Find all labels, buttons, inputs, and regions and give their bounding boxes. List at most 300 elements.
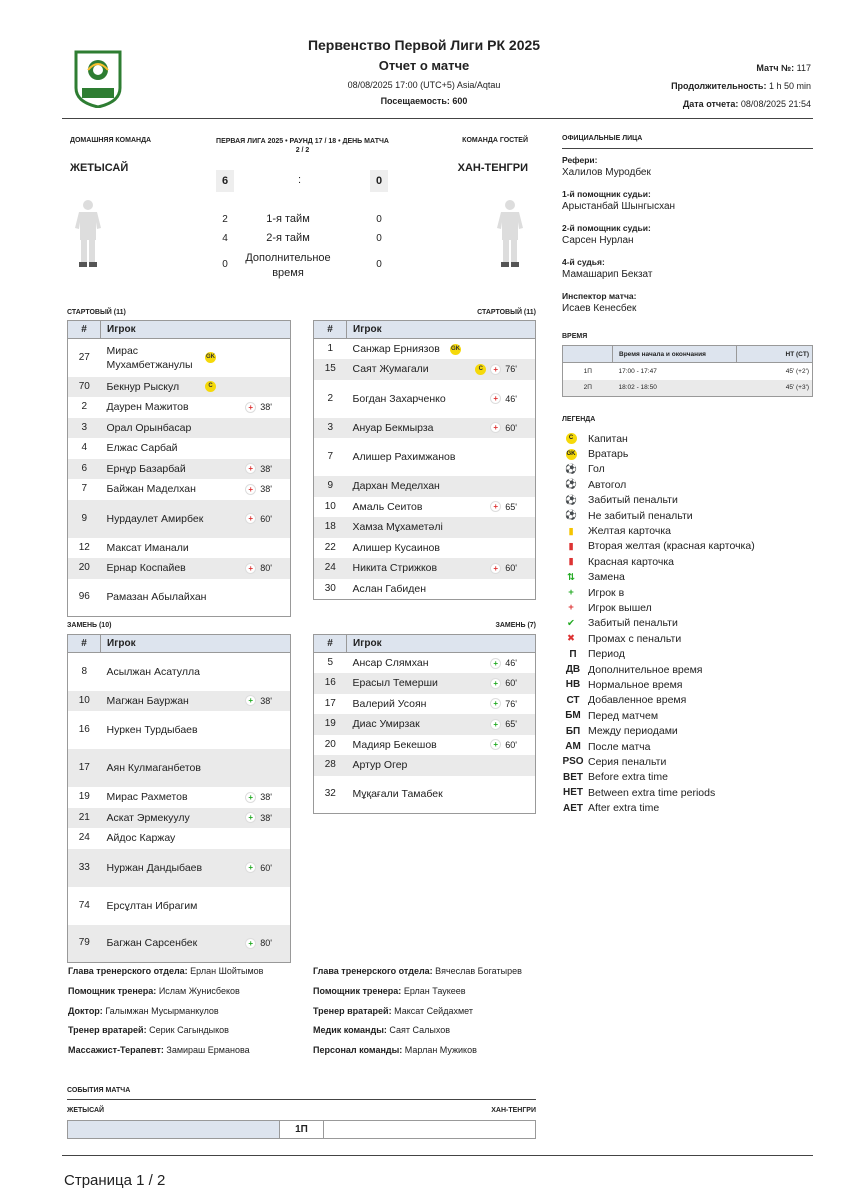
player-number: 7 (327, 451, 334, 462)
home-team-label: ДОМАШНЯЯ КОМАНДА (70, 137, 152, 144)
official-name: Сарсен Нурлан (562, 235, 634, 246)
match-duration: Продолжительность: 1 h 50 min (671, 81, 811, 91)
legend-item (562, 616, 813, 631)
away-subs-label: ЗАМЕНЬ (7) (495, 622, 536, 629)
player-cell (347, 755, 536, 776)
event-minute: 60' (260, 862, 272, 873)
player-number: 6 (68, 459, 101, 480)
events-home-team: ЖЕТЫСАЙ (67, 1107, 105, 1114)
col-player: Игрок (101, 321, 291, 339)
player-events (490, 717, 517, 731)
events-timeline (67, 1120, 536, 1139)
table-header (314, 635, 536, 653)
player-in-icon: + (245, 792, 256, 803)
col-number: # (68, 635, 101, 653)
player-events (245, 790, 272, 804)
period-away-score: 0 (376, 233, 382, 244)
player-number: 3 (314, 418, 347, 439)
legend-item (562, 739, 813, 754)
col-player: Игрок (347, 321, 536, 339)
official-entry (562, 257, 675, 280)
legend-icon: ▮ (568, 556, 574, 568)
event-minute: 60' (505, 422, 517, 433)
table-row (68, 418, 291, 439)
legend-text: Добавленное время (588, 694, 687, 707)
staff-role: Доктор: (68, 1005, 103, 1016)
home-starting-table (67, 320, 291, 617)
player-number: 32 (324, 788, 336, 800)
table-row (68, 579, 291, 617)
legend-text: Забитый пенальти (588, 617, 678, 630)
legend-item (562, 431, 813, 446)
player-events (245, 861, 272, 875)
legend-text: Серия пенальти (588, 755, 667, 768)
home-team-name: ЖЕТЫСАЙ (70, 162, 129, 174)
player-cell (347, 476, 536, 497)
legend-abbr: БМ (565, 710, 581, 722)
staff-role: Тренер вратарей: (68, 1025, 147, 1036)
table-row (68, 538, 291, 559)
legend-icon: ⚽ (565, 479, 577, 491)
col-player: Игрок (347, 635, 536, 653)
player-number: 17 (68, 749, 101, 787)
staff-entry (68, 966, 263, 986)
table-row (314, 735, 536, 756)
legend-item (562, 523, 813, 538)
events-period: 1П (280, 1121, 324, 1138)
home-starting-label: СТАРТОВЫЙ (11) (67, 309, 126, 316)
captain-icon: C (205, 381, 216, 392)
player-name: Елжас Сарбай (106, 442, 178, 455)
legend-abbr: PSO (562, 756, 584, 768)
player-cell (347, 438, 536, 476)
staff-role: Персонал команды: (313, 1045, 403, 1056)
legend-item (562, 539, 813, 554)
player-name: Дархан Меделхан (352, 480, 440, 493)
player-number: 16 (78, 724, 90, 735)
legend-icon: ⇅ (567, 571, 575, 583)
player-cell (347, 418, 536, 439)
player-name: Ерсұлтан Ибрагим (106, 899, 198, 912)
player-number: 19 (314, 714, 347, 735)
player-number: 18 (314, 517, 347, 538)
player-name: Богдан Захарченко (352, 392, 446, 405)
legend-icon: C (562, 433, 580, 444)
legend-text: Замена (588, 571, 625, 584)
staff-name: Галымжан Мусырманкулов (102, 1005, 219, 1016)
match-number: Матч №: 117 (756, 63, 811, 73)
player-events (245, 512, 272, 526)
table-row (314, 673, 536, 694)
legend-abbr: СТ (566, 694, 580, 706)
legend-icon: ⚽ (565, 494, 577, 506)
player-events (490, 738, 517, 752)
legend-item (562, 446, 813, 461)
legend-item (562, 723, 813, 738)
player-events (490, 392, 517, 406)
official-entry (562, 155, 675, 178)
player-number: 24 (78, 832, 90, 844)
table-row (314, 558, 536, 579)
player-events (245, 811, 272, 825)
staff-role: Помощник тренера: (68, 985, 157, 996)
home-kit-icon (68, 198, 108, 270)
player-events (245, 462, 272, 476)
player-out-icon: + (490, 393, 501, 404)
table-row (314, 380, 536, 418)
player-number: 3 (68, 418, 101, 439)
officials-divider (562, 148, 813, 149)
player-number: 33 (68, 849, 101, 887)
player-cell (101, 711, 291, 749)
table-row (314, 517, 536, 538)
legend-item (562, 708, 813, 723)
player-cell (101, 749, 291, 787)
player-events (490, 676, 517, 690)
table-header (68, 321, 291, 339)
away-team-label: КОМАНДА ГОСТЕЙ (462, 137, 528, 144)
event-minute: 38' (260, 484, 272, 495)
player-cell (101, 925, 291, 963)
legend-text: Капитан (588, 432, 628, 445)
event-minute: 60' (505, 563, 517, 574)
table-row (68, 500, 291, 538)
legend-abbr: HET (563, 787, 583, 799)
player-cell (347, 359, 536, 380)
official-name: Халилов Муродбек (562, 167, 651, 178)
legend-text: Дополнительное время (588, 663, 703, 676)
player-cell (347, 653, 536, 674)
legend-icon: ⚽ (565, 463, 577, 475)
period-home-score: 2 (222, 214, 228, 225)
legend-item (562, 508, 813, 523)
player-cell (347, 673, 536, 694)
player-cell (101, 459, 291, 480)
player-number: 20 (324, 738, 336, 750)
time-label: ВРЕМЯ (562, 333, 588, 340)
legend-abbr: П (569, 648, 577, 660)
official-name: Исаев Кенесбек (562, 303, 637, 314)
events-away-cell (324, 1121, 535, 1138)
table-row (68, 887, 291, 925)
player-name: Нурдаулет Амирбек (106, 512, 204, 525)
player-cell (101, 377, 291, 398)
player-cell (101, 849, 291, 887)
player-name: Багжан Сарсенбек (106, 937, 198, 950)
time-row: 1П 17:00 - 17:47 45' (+2') (563, 363, 813, 380)
time-table (562, 345, 813, 397)
player-name: Хамза Мұхаметәлі (352, 521, 443, 534)
player-cell (101, 479, 291, 500)
event-minute: 38' (260, 812, 272, 823)
player-number: 17 (324, 697, 336, 709)
player-name: Саят Жумагали (352, 363, 429, 376)
legend-list (562, 431, 813, 816)
table-row (314, 694, 536, 715)
player-number: 28 (314, 755, 347, 776)
official-entry (562, 189, 675, 212)
table-row (314, 438, 536, 476)
staff-role: Тренер вратарей: (313, 1005, 392, 1016)
player-name: Байжан Маделхан (106, 483, 196, 496)
player-name: Нуржан Дандыбаев (106, 861, 203, 874)
away-kit-icon (490, 198, 530, 270)
player-cell (347, 339, 536, 360)
table-header (314, 321, 536, 339)
table-row (68, 558, 291, 579)
player-in-icon: + (245, 812, 256, 823)
event-minute: 38' (260, 792, 272, 803)
player-number: 5 (327, 657, 334, 668)
player-name: Ернұр Базарбай (106, 462, 186, 475)
round-info: ПЕРВАЯ ЛИГА 2025 • РАУНД 17 / 18 • ДЕНЬ МАТЧА 2 / 2 (216, 138, 389, 154)
legend-item (562, 631, 813, 646)
col-number: # (314, 321, 347, 339)
player-name: Айдос Каржау (106, 832, 176, 845)
staff-entry (313, 1025, 522, 1045)
staff-name: Ерлан Таукеев (401, 985, 466, 996)
col-number: # (68, 321, 101, 339)
staff-name: Серик Сагындыков (146, 1025, 229, 1036)
footer-divider (62, 1155, 813, 1156)
player-events (490, 656, 517, 670)
legend-abbr: ДВ (565, 664, 581, 676)
away-team-name: ХАН-ТЕНГРИ (457, 162, 528, 174)
legend-text: Вторая желтая (красная карточка) (588, 540, 755, 553)
legend-item (562, 693, 813, 708)
table-row (314, 776, 536, 814)
player-out-icon: + (490, 563, 501, 574)
player-number: 20 (68, 558, 101, 579)
report-title: Первенство Первой Лиги РК 2025 (307, 37, 541, 53)
home-subs-table (67, 634, 291, 963)
legend-item (562, 477, 813, 492)
player-events (490, 697, 517, 711)
event-minute: 38' (260, 463, 272, 474)
period-label: Дополнительное время (245, 252, 331, 279)
goalkeeper-icon: GK (450, 344, 461, 355)
player-name: Амаль Сеитов (352, 500, 423, 513)
legend-text: Желтая карточка (588, 525, 672, 538)
events-home-cell (68, 1121, 280, 1138)
staff-entry (313, 986, 522, 1006)
event-minute: 60' (505, 678, 517, 689)
player-events (490, 421, 517, 435)
event-minute: 46' (505, 393, 517, 404)
table-row (68, 653, 291, 691)
official-entry (562, 291, 675, 314)
home-subs-label: ЗАМЕНЬ (10) (67, 622, 112, 629)
player-cell (347, 579, 536, 600)
legend-label: ЛЕГЕНДА (562, 416, 596, 423)
staff-role: Глава тренерского отдела: (68, 966, 188, 976)
player-out-icon: + (245, 563, 256, 574)
legend-icon: + (568, 602, 574, 614)
event-minute: 60' (505, 739, 517, 750)
legend-icon: ▮ (568, 540, 574, 552)
legend-icon: ▮ (568, 525, 574, 537)
player-events (490, 561, 517, 575)
player-number: 10 (68, 691, 101, 712)
player-in-icon: + (490, 698, 501, 709)
player-name: Мирас Рахметов (106, 791, 188, 804)
player-cell (101, 579, 291, 617)
player-number: 7 (81, 483, 88, 495)
officials-list (562, 155, 675, 325)
event-minute: 60' (260, 513, 272, 524)
legend-text: Автогол (588, 478, 627, 491)
time-col-time: Время начала и окончания (613, 346, 737, 363)
player-name: Даурен Мажитов (106, 401, 189, 414)
legend-text: Between extra time periods (588, 786, 716, 799)
staff-entry (313, 1045, 522, 1065)
player-number: 24 (314, 558, 347, 579)
player-out-icon: + (245, 463, 256, 474)
legend-icon: + (568, 587, 574, 599)
player-number: 19 (78, 791, 90, 803)
away-score: 0 (370, 170, 388, 192)
official-role: 1-й помощник судьи: (562, 189, 651, 199)
player-number: 8 (81, 665, 88, 677)
player-number: 22 (324, 541, 336, 553)
table-row (314, 339, 536, 360)
player-cell (347, 735, 536, 756)
legend-text: Игрок вышел (588, 601, 652, 614)
player-events (245, 936, 272, 950)
event-minute: 65' (505, 719, 517, 730)
col-number: # (314, 635, 347, 653)
table-row (68, 808, 291, 829)
time-col-period (563, 346, 613, 363)
player-name: Аскат Эрмекуулу (106, 811, 190, 824)
period-label: 1-я тайм (266, 213, 310, 225)
player-cell (101, 828, 291, 849)
player-name: Асылжан Асатулла (106, 665, 200, 678)
player-out-icon: + (245, 402, 256, 413)
event-minute: 65' (505, 501, 517, 512)
table-row (314, 755, 536, 776)
staff-entry (68, 1025, 263, 1045)
player-name: Максат Иманали (106, 541, 189, 554)
staff-role: Медик команды: (313, 1025, 387, 1036)
official-name: Арыстанбай Шынгысхан (562, 201, 676, 212)
legend-text: After extra time (588, 802, 660, 815)
event-minute: 80' (260, 563, 272, 574)
player-number: 30 (324, 582, 336, 594)
legend-icon: ⚽ (565, 510, 577, 522)
period-home-score: 0 (222, 259, 228, 270)
player-out-icon: + (490, 501, 501, 512)
player-events (205, 352, 272, 363)
page-number: Страница 1 / 2 (64, 1172, 166, 1189)
legend-item (562, 462, 813, 477)
staff-entry (68, 1045, 263, 1065)
player-cell (101, 787, 291, 808)
player-cell (101, 558, 291, 579)
staff-name: Замираш Ерманова (163, 1045, 250, 1056)
period-home-score: 4 (222, 233, 228, 244)
staff-role: Глава тренерского отдела: (313, 966, 433, 976)
official-entry (562, 223, 675, 246)
player-number: 79 (68, 925, 101, 963)
player-cell (101, 808, 291, 829)
legend-abbr: АМ (565, 741, 581, 752)
legend-text: Перед матчем (588, 709, 659, 722)
table-row (68, 749, 291, 787)
table-row (68, 459, 291, 480)
legend-text: Красная карточка (588, 555, 674, 568)
player-number: 9 (68, 500, 101, 538)
player-cell (347, 380, 536, 418)
table-row (68, 711, 291, 749)
player-number: 2 (81, 401, 88, 413)
player-number: 15 (314, 359, 347, 380)
table-row (68, 849, 291, 887)
legend-text: Период (588, 648, 625, 661)
away-staff (313, 966, 522, 1065)
legend-icon: GK (562, 449, 580, 460)
table-row (314, 579, 536, 600)
events-divider (67, 1099, 536, 1100)
officials-label: ОФИЦИАЛЬНЫЕ ЛИЦА (562, 135, 643, 142)
player-name: Алишер Кусаинов (352, 541, 440, 554)
staff-name: Марлан Мужиков (402, 1045, 477, 1056)
legend-text: Между периодами (588, 725, 678, 738)
legend-text: Before extra time (588, 771, 668, 784)
player-cell (347, 558, 536, 579)
player-number: 1 (327, 343, 334, 354)
home-score: 6 (216, 170, 234, 192)
player-events (450, 344, 517, 355)
table-row (314, 497, 536, 518)
player-events (245, 482, 272, 496)
goalkeeper-icon: GK (205, 352, 216, 363)
player-events (245, 561, 272, 575)
legend-item (562, 585, 813, 600)
player-in-icon: + (245, 862, 256, 873)
player-name: Алишер Рахимжанов (352, 451, 456, 463)
staff-entry (68, 1006, 263, 1026)
player-in-icon: + (490, 678, 501, 689)
legend-item (562, 493, 813, 508)
player-cell (347, 497, 536, 518)
player-name: Ерасыл Темерши (352, 677, 438, 690)
player-cell (347, 517, 536, 538)
player-events (245, 400, 272, 414)
staff-name: Максат Сейдахмет (391, 1005, 473, 1016)
table-row (68, 787, 291, 808)
player-name: Аслан Габиден (352, 582, 427, 595)
legend-item (562, 570, 813, 585)
player-cell (101, 538, 291, 559)
official-role: Рефери: (562, 155, 598, 165)
player-name: Никита Стрижков (352, 562, 438, 575)
player-name: Диас Умирзак (352, 718, 420, 731)
player-cell (101, 887, 291, 925)
events-label: СОБЫТИЯ МАТЧА (67, 1087, 131, 1094)
event-minute: 38' (260, 402, 272, 413)
player-name: Валерий Усоян (352, 697, 427, 710)
player-name: Аян Кулмаганбетов (106, 762, 201, 774)
attendance: Посещаемость: 600 (380, 96, 468, 106)
table-row (314, 538, 536, 559)
player-name: Бекнур Рыскул (106, 380, 180, 393)
player-name: Нуркен Турдыбаев (106, 724, 198, 736)
player-in-icon: + (490, 739, 501, 750)
legend-item (562, 662, 813, 677)
player-number: 12 (78, 541, 90, 553)
player-cell (101, 500, 291, 538)
